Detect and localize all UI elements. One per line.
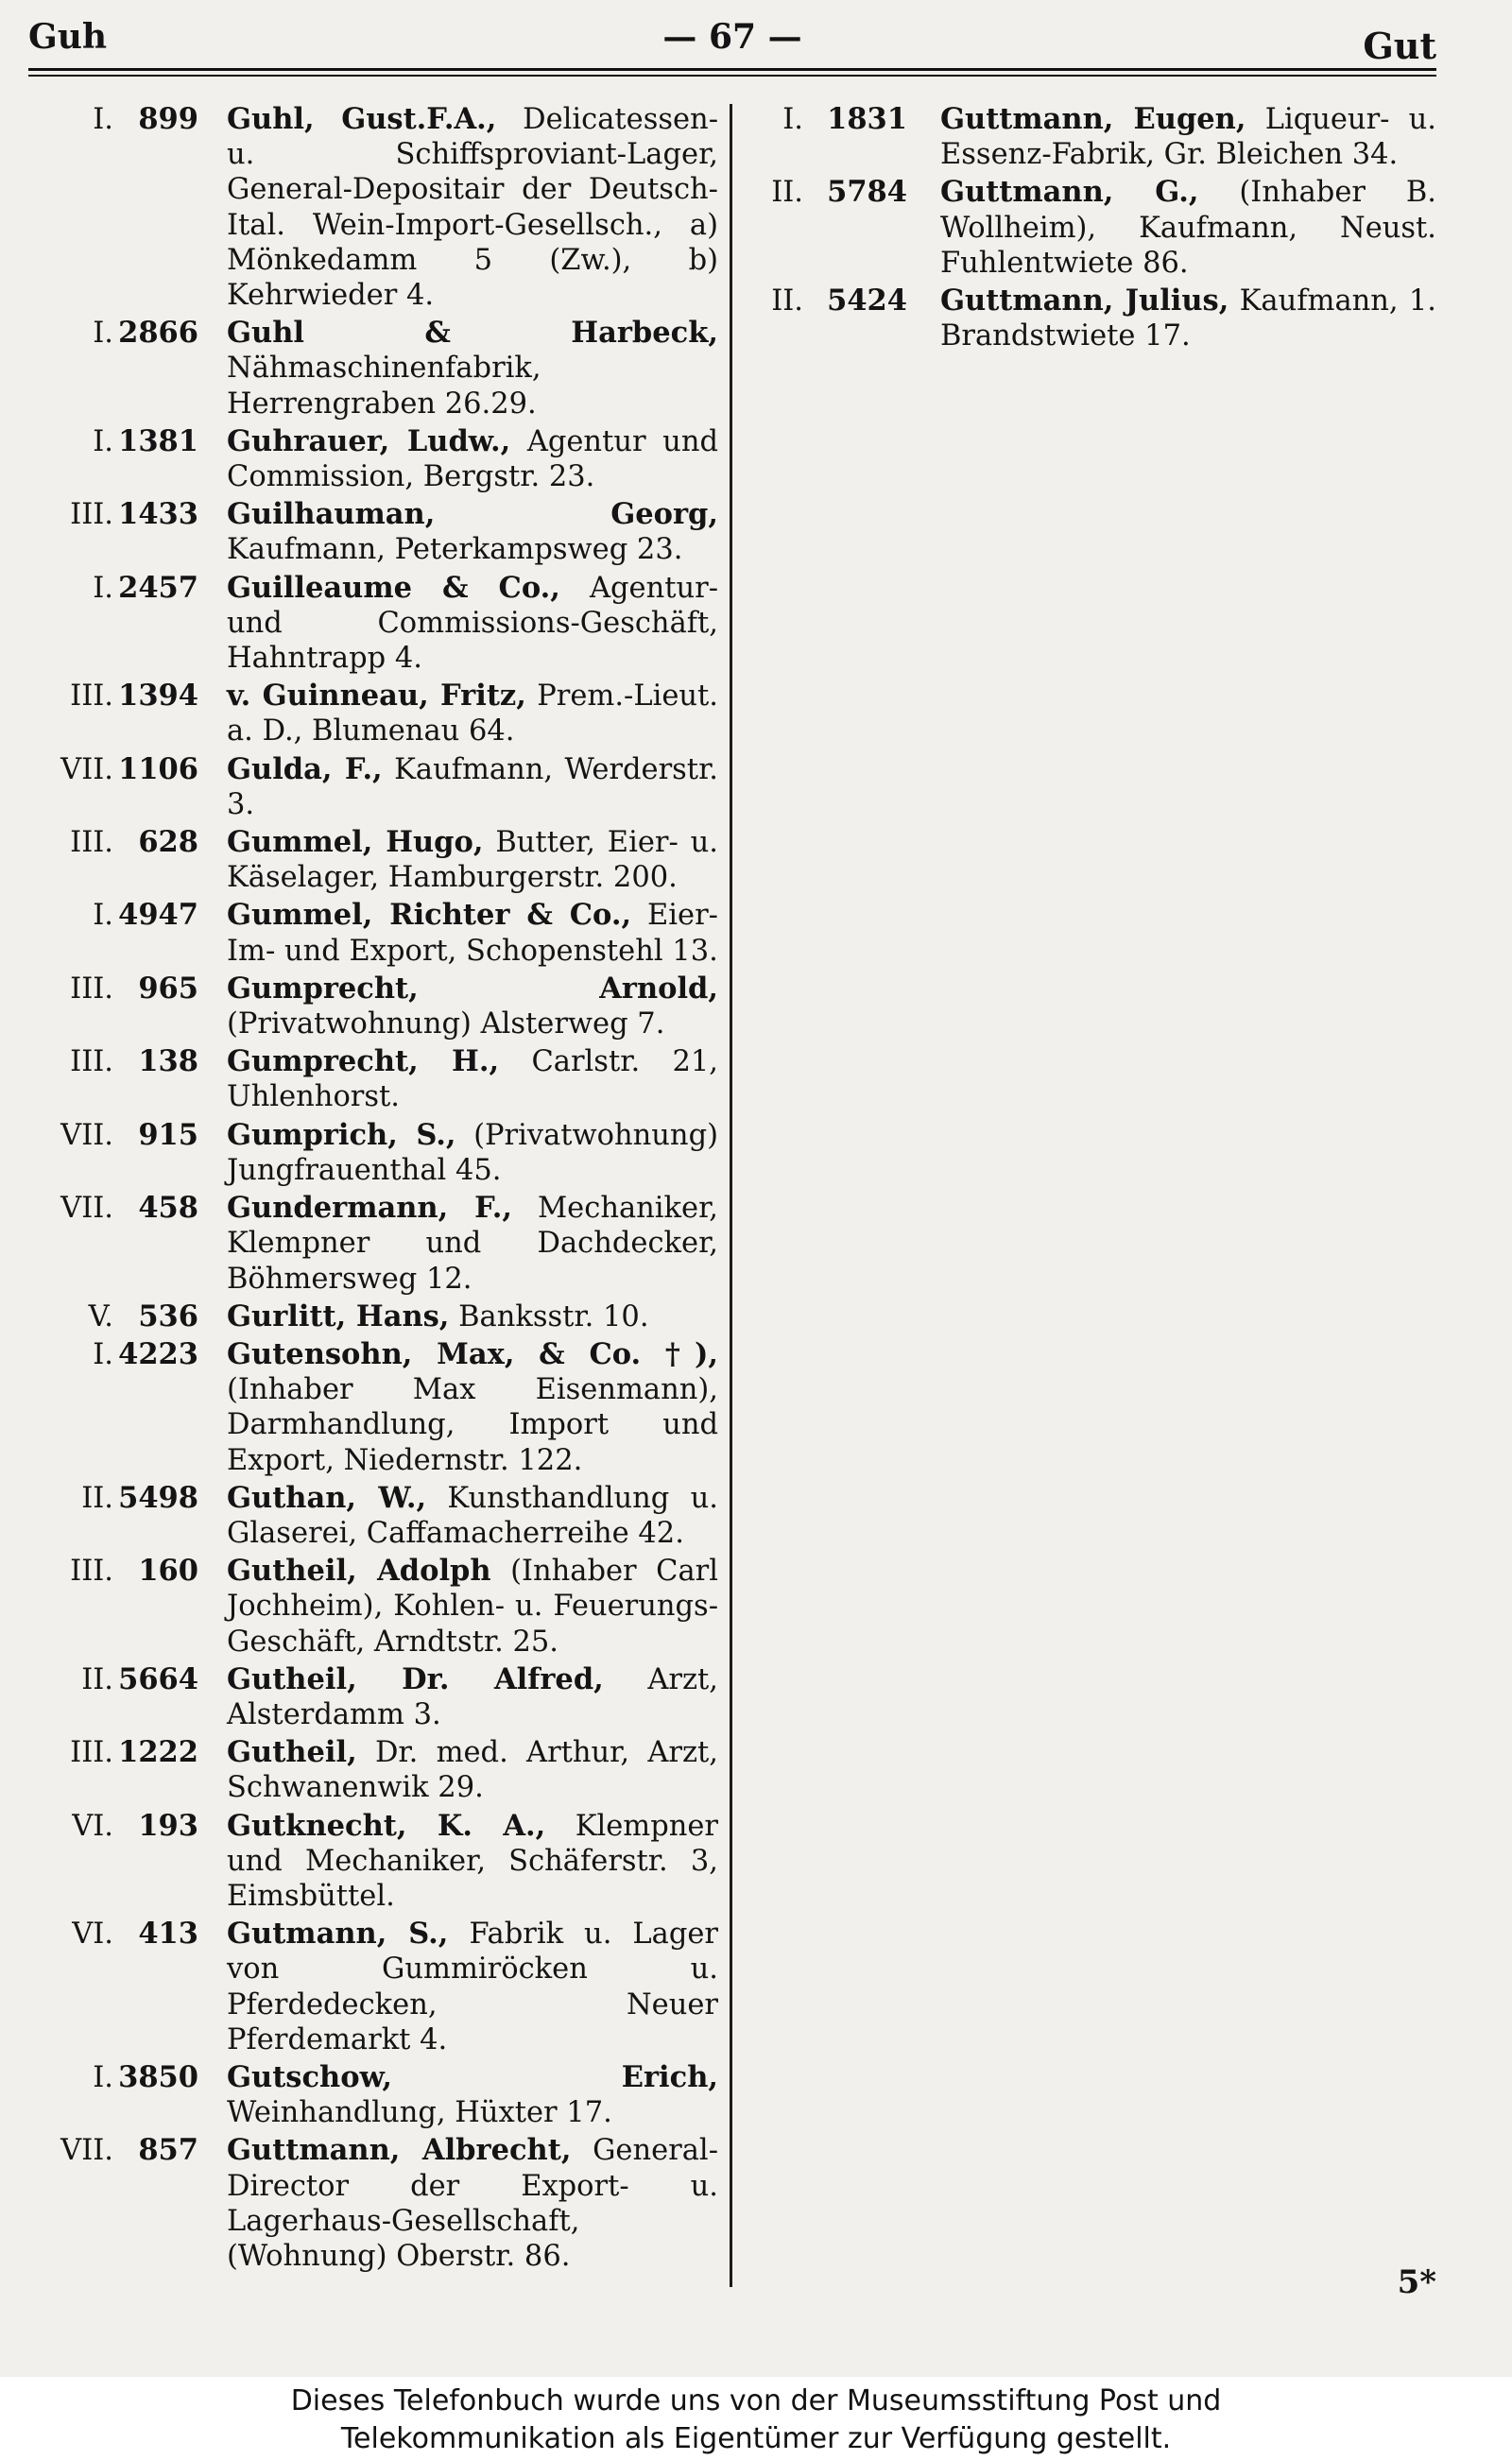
subscriber-name: Gulda, F., — [227, 751, 383, 786]
entry-phone-number — [28, 1735, 198, 1770]
subscriber-details: (Privatwohnung) Alsterweg 7. — [227, 1007, 665, 1041]
directory-entry — [28, 898, 718, 968]
subscriber-name: Guhl & Harbeck, — [227, 316, 718, 351]
directory-entry — [28, 1554, 718, 1660]
entry-phone-number — [28, 825, 198, 860]
subscriber-number: 899 — [138, 102, 198, 136]
directory-entry — [28, 752, 718, 822]
entry-text — [227, 1118, 718, 1188]
exchange-division: III. — [70, 826, 113, 860]
subscriber-name: Gutmann, S., — [227, 1917, 449, 1952]
exchange-division: III. — [70, 1555, 113, 1589]
directory-entry — [28, 497, 718, 567]
subscriber-number: 857 — [138, 2133, 198, 2168]
subscriber-name: Gumprich, S., — [227, 1117, 456, 1152]
entry-text — [227, 898, 718, 968]
subscriber-details: (Privatwohnung) Jungfrauenthal 45. — [227, 1118, 718, 1187]
subscriber-number: 193 — [138, 1808, 198, 1843]
entry-text — [227, 1044, 718, 1114]
exchange-division: III. — [70, 972, 113, 1006]
subscriber-number: 1394 — [118, 679, 198, 714]
entry-phone-number — [28, 1809, 198, 1844]
exchange-division: I. — [93, 1337, 113, 1371]
directory-entry — [747, 102, 1436, 172]
subscriber-details: Kaufmann, Peterkampsweg 23. — [227, 533, 683, 567]
directory-entry — [28, 1299, 718, 1334]
exchange-division: I. — [93, 899, 113, 933]
subscriber-details: Prem.-Lieut. a. D., Blumenau 64. — [227, 680, 718, 748]
entry-text — [940, 102, 1436, 172]
exchange-division: I. — [93, 317, 113, 351]
subscriber-name: Guttmann, G., — [940, 175, 1199, 210]
subscriber-number: 915 — [138, 1117, 198, 1152]
subscriber-name: Gurlitt, Hans, — [227, 1299, 450, 1333]
footer-line-2: Telekommunikation als Eigentümer zur Verfügung gestellt. — [340, 2422, 1172, 2455]
entry-text — [227, 316, 718, 421]
subscriber-name: Gumprecht, Arnold, — [227, 971, 718, 1006]
subscriber-details: Klempner und Mechaniker, Schäferstr. 3, Eimsbüttel. — [227, 1809, 718, 1913]
header-right-keyword: Gut — [1363, 25, 1436, 67]
subscriber-number: 5664 — [118, 1661, 198, 1696]
subscriber-number: 160 — [138, 1554, 198, 1589]
subscriber-details: Delicatessen- u. Schiffsproviant-Lager, General-Depositair der Deutsch-Ital. Wein-Import-Gesellsch., a) Mönkedamm 5 (Zw.), b) Kehrwieder 4. — [227, 103, 718, 313]
exchange-division: I. — [93, 2060, 113, 2094]
entry-text — [227, 1554, 718, 1660]
subscriber-name: Guttmann, Julius, — [940, 284, 1229, 318]
exchange-division: VII. — [60, 1192, 113, 1226]
subscriber-number: 3850 — [118, 2059, 198, 2094]
subscriber-details: Agentur- und Commissions-Geschäft, Hahntrapp 4. — [227, 571, 718, 676]
subscriber-name: Guilhauman, Georg, — [227, 497, 718, 532]
exchange-division: III. — [70, 680, 113, 714]
exchange-division: II. — [771, 176, 803, 210]
entry-text — [227, 1662, 718, 1732]
subscriber-name: Gutheil, Dr. Alfred, — [227, 1661, 604, 1696]
header-left-keyword: Guh — [28, 17, 108, 57]
entry-text — [227, 1337, 718, 1478]
directory-entry — [28, 102, 718, 313]
exchange-division: I. — [782, 103, 803, 136]
entry-text — [227, 2133, 718, 2274]
directory-entry — [28, 825, 718, 895]
subscriber-number: 5498 — [118, 1480, 198, 1515]
subscriber-name: Gummel, Hugo, — [227, 825, 484, 860]
subscriber-number: 628 — [138, 825, 198, 860]
directory-entry — [28, 1044, 718, 1114]
subscriber-details: Kaufmann, 1. Brandstwiete 17. — [940, 284, 1436, 353]
subscriber-name: Gumprecht, H., — [227, 1044, 500, 1079]
subscriber-details: (Inhaber Carl Jochheim), Kohlen- u. Feuerungs-Geschäft, Arndtstr. 25. — [227, 1555, 718, 1659]
subscriber-number: 138 — [138, 1044, 198, 1079]
subscriber-name: Guhrauer, Ludw., — [227, 423, 511, 458]
subscriber-details: Dr. med. Arthur, Arzt, Schwanenwik 29. — [227, 1736, 718, 1805]
footer-notice — [0, 2377, 1512, 2460]
exchange-division: V. — [88, 1299, 113, 1333]
subscriber-details: Butter, Eier- u. Käselager, Hamburgerstr. 200. — [227, 826, 718, 895]
header-rule-secondary — [28, 75, 1436, 77]
entry-phone-number — [28, 1044, 198, 1079]
subscriber-number: 4947 — [118, 898, 198, 933]
subscriber-name: Gummel, Richter & Co., — [227, 898, 632, 933]
directory-entry — [28, 679, 718, 748]
entry-text — [940, 175, 1436, 281]
header-rule — [28, 68, 1436, 71]
entry-text — [227, 972, 718, 1041]
subscriber-number: 1831 — [827, 102, 907, 136]
subscriber-number: 5784 — [827, 175, 907, 210]
subscriber-number: 2457 — [118, 570, 198, 605]
exchange-division: II. — [81, 1481, 113, 1515]
subscriber-number: 1433 — [118, 497, 198, 532]
entry-phone-number — [28, 497, 198, 532]
subscriber-name: v. Guinneau, Fritz, — [227, 679, 526, 714]
subscriber-name: Guttmann, Eugen, — [940, 102, 1246, 136]
directory-entry — [28, 1481, 718, 1551]
directory-entry — [747, 284, 1436, 353]
entry-phone-number — [747, 175, 907, 210]
entry-phone-number — [28, 898, 198, 933]
exchange-division: VII. — [60, 752, 113, 786]
subscriber-name: Guilleaume & Co., — [227, 570, 560, 605]
entry-phone-number — [28, 1191, 198, 1226]
exchange-division: III. — [70, 498, 113, 532]
entry-text — [227, 571, 718, 677]
subscriber-details: Kunsthandlung u. Glaserei, Caffamacherreihe 42. — [227, 1481, 718, 1550]
directory-entry — [28, 2133, 718, 2274]
exchange-division: I. — [93, 424, 113, 458]
entry-text — [227, 1917, 718, 2057]
directory-entry — [28, 1118, 718, 1188]
subscriber-details: Carlstr. 21, Uhlenhorst. — [227, 1045, 719, 1114]
entry-text — [227, 752, 718, 822]
directory-entry — [28, 1917, 718, 2057]
exchange-division: VI. — [72, 1918, 113, 1952]
entry-text — [227, 679, 718, 748]
exchange-division: III. — [70, 1045, 113, 1079]
entry-text — [227, 1299, 718, 1334]
entry-text — [227, 1481, 718, 1551]
directory-entry — [28, 972, 718, 1041]
subscriber-number: 5424 — [827, 284, 907, 318]
entry-text — [227, 497, 718, 567]
subscriber-details: (Inhaber Max Eisenmann), Darmhandlung, Import und Export, Niedernstr. 122. — [227, 1373, 718, 1477]
exchange-division: I. — [93, 103, 113, 136]
subscriber-number: 1106 — [118, 751, 198, 786]
entry-text — [227, 1809, 718, 1915]
directory-entry — [28, 424, 718, 494]
entry-phone-number — [28, 102, 198, 137]
directory-entry — [28, 571, 718, 677]
page-header — [28, 17, 1436, 67]
entry-text — [227, 825, 718, 895]
subscriber-name: Gutheil, Adolph — [227, 1554, 491, 1589]
entry-phone-number — [28, 1299, 198, 1334]
directory-entry — [28, 1809, 718, 1915]
exchange-division: II. — [771, 284, 803, 318]
exchange-division: VI. — [72, 1809, 113, 1843]
entry-phone-number — [28, 2060, 198, 2095]
entry-phone-number — [28, 1118, 198, 1153]
subscriber-name: Gutensohn, Max, & Co. †), — [227, 1336, 718, 1371]
entry-text — [227, 2060, 718, 2130]
subscriber-name: Guthan, W., — [227, 1480, 427, 1515]
directory-entry — [28, 1191, 718, 1297]
subscriber-number: 536 — [138, 1299, 198, 1333]
entry-text — [227, 424, 718, 494]
directory-entry — [28, 316, 718, 421]
exchange-division: I. — [93, 571, 113, 605]
subscriber-name: Gutheil, — [227, 1735, 357, 1770]
subscriber-details: General-Director der Export- u. Lagerhaus-Gesellschaft, (Wohnung) Oberstr. 86. — [227, 2134, 718, 2273]
subscriber-name: Guhl, Gust.F.A., — [227, 102, 497, 136]
subscriber-number: 2866 — [118, 316, 198, 351]
entry-phone-number — [747, 284, 907, 318]
entry-phone-number — [28, 1917, 198, 1952]
subscriber-name: Gutknecht, K. A., — [227, 1808, 546, 1843]
entry-phone-number — [28, 1662, 198, 1697]
subscriber-number: 458 — [138, 1191, 198, 1226]
entry-phone-number — [28, 1337, 198, 1372]
footer-line-1: Dieses Telefonbuch wurde uns von der Museumsstiftung Post und — [290, 2384, 1222, 2417]
entry-phone-number — [28, 571, 198, 606]
subscriber-details: Agentur und Commission, Bergstr. 23. — [227, 424, 718, 494]
subscriber-number: 1222 — [118, 1735, 198, 1770]
subscriber-details: Arzt, Alsterdamm 3. — [227, 1662, 719, 1731]
signature-mark: 5* — [1397, 2263, 1436, 2301]
subscriber-name: Gutschow, Erich, — [227, 2059, 718, 2094]
entry-phone-number — [28, 1481, 198, 1516]
entry-phone-number — [28, 752, 198, 787]
subscriber-details: Mechaniker, Klempner und Dachdecker, Böhmersweg 12. — [227, 1192, 718, 1296]
entry-phone-number — [28, 2133, 198, 2168]
subscriber-details: (Inhaber B. Wollheim), Kaufmann, Neust. Fuhlentwiete 86. — [940, 176, 1436, 280]
entry-text — [227, 1191, 718, 1297]
subscriber-details: Liqueur- u. Essenz-Fabrik, Gr. Bleichen 34. — [940, 103, 1437, 172]
entry-text — [940, 284, 1436, 353]
directory-entry — [28, 2060, 718, 2130]
subscriber-number: 965 — [138, 971, 198, 1006]
exchange-division: III. — [70, 1736, 113, 1770]
page-number: — 67 — — [662, 17, 802, 57]
entry-text — [227, 102, 718, 313]
entry-phone-number — [28, 316, 198, 351]
entry-phone-number — [747, 102, 907, 137]
subscriber-name: Gundermann, F., — [227, 1191, 512, 1226]
subscriber-number: 1381 — [118, 423, 198, 458]
directory-entry — [28, 1337, 718, 1478]
subscriber-name: Guttmann, Albrecht, — [227, 2133, 572, 2168]
subscriber-details: Eier-Im- und Export, Schopenstehl 13. — [227, 899, 718, 968]
directory-entry — [747, 175, 1436, 281]
entry-phone-number — [28, 972, 198, 1006]
column-divider — [730, 104, 732, 2287]
exchange-division: II. — [81, 1662, 113, 1696]
right-column — [747, 102, 1436, 356]
subscriber-number: 413 — [138, 1917, 198, 1952]
entry-phone-number — [28, 1554, 198, 1589]
subscriber-details: Kaufmann, Werderstr. 3. — [227, 752, 718, 821]
subscriber-details: Weinhandlung, Hüxter 17. — [227, 2096, 612, 2130]
directory-entry — [28, 1735, 718, 1805]
subscriber-details: Nähmaschinenfabrik, Herrengraben 26.29. — [227, 352, 541, 421]
entry-text — [227, 1735, 718, 1805]
entry-phone-number — [28, 424, 198, 459]
subscriber-details: Banksstr. 10. — [458, 1299, 649, 1333]
directory-entry — [28, 1662, 718, 1732]
entry-phone-number — [28, 679, 198, 714]
exchange-division: VII. — [60, 1118, 113, 1152]
left-column — [28, 102, 718, 2277]
exchange-division: VII. — [60, 2134, 113, 2168]
subscriber-details: Fabrik u. Lager von Gummiröcken u. Pferdedecken, Neuer Pferdemarkt 4. — [227, 1918, 718, 2056]
subscriber-number: 4223 — [118, 1336, 198, 1371]
